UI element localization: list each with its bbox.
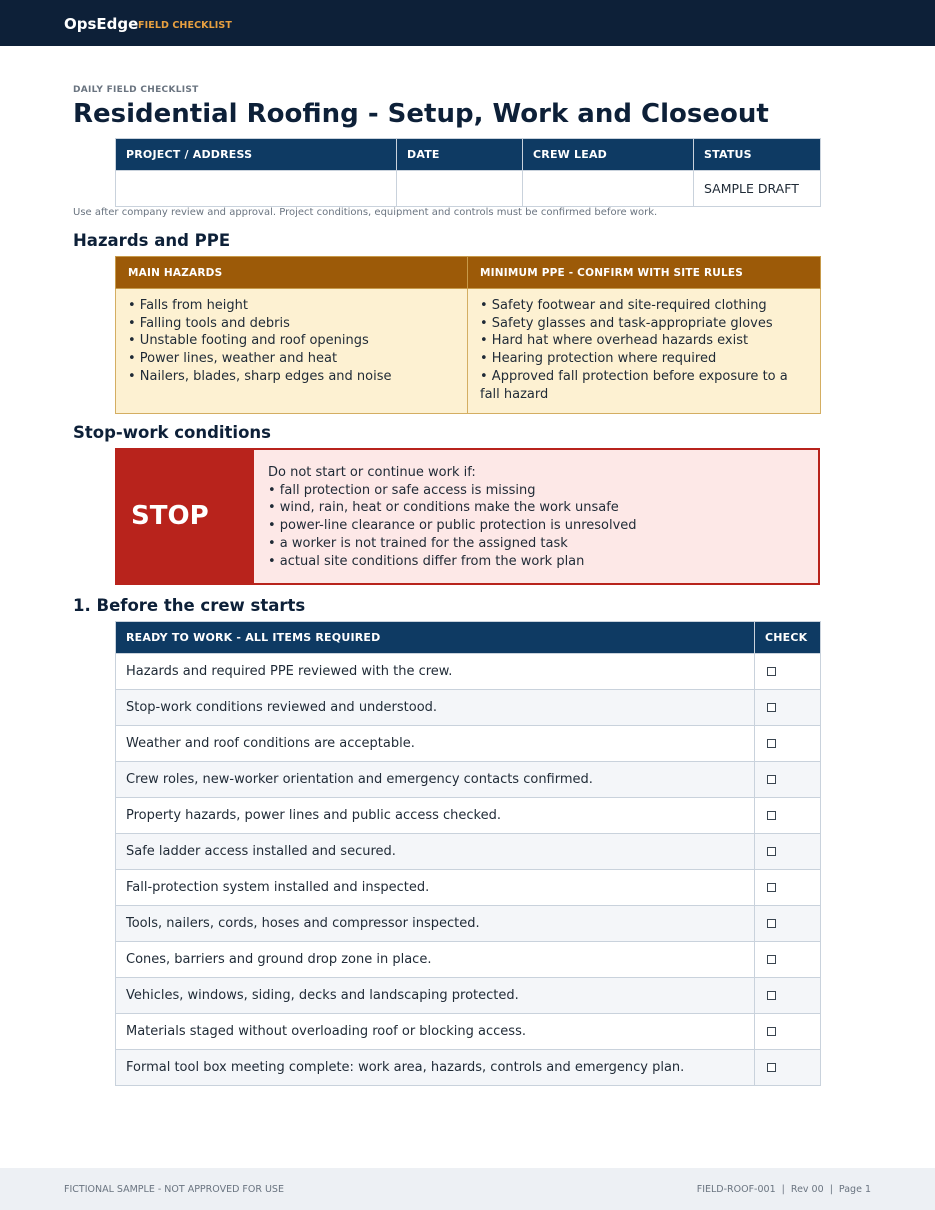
checkbox[interactable] [767,955,776,964]
checkbox[interactable] [767,703,776,712]
checkbox[interactable] [767,883,776,892]
checklist-check-cell[interactable] [755,690,821,726]
ppe-item: • Approved fall protection before exposure to a fall hazard [480,368,788,402]
brand-name: OpsEdge [64,15,139,33]
checklist-check-cell[interactable] [755,762,821,798]
before-crew-starts-heading: 1. Before the crew starts [73,596,306,615]
checkbox[interactable] [767,919,776,928]
hazard-item: • Nailers, blades, sharp edges and noise [128,368,392,384]
checkbox[interactable] [767,1063,776,1072]
hazards-ppe-content-row [116,289,821,414]
ppe-item: • Hard hat where overhead hazards exist [480,333,749,349]
table-row [116,690,821,726]
checklist-item-text: Tools, nailers, cords, hoses and compressor inspected. [116,906,755,942]
footer-disclaimer: FICTIONAL SAMPLE - NOT APPROVED FOR USE [64,1184,284,1195]
usage-note: Use after company review and approval. Project conditions, equipment and controls must be confirmed before work. [73,207,658,218]
checklist-item-text: Stop-work conditions reviewed and understood. [116,690,755,726]
page-footer [0,1168,935,1210]
hazard-item: • Power lines, weather and heat [128,351,338,367]
checklist-check-cell[interactable] [755,1050,821,1086]
checklist-item-text: Crew roles, new-worker orientation and emergency contacts confirmed. [116,762,755,798]
project-info-value-row [116,171,821,207]
stop-condition-item: • a worker is not trained for the assigned task [268,535,568,551]
project-info-header-row [116,139,821,171]
table-row [116,978,821,1014]
checkbox[interactable] [767,739,776,748]
hazard-item: • Falling tools and debris [128,315,290,331]
checklist-header-row [116,622,821,654]
hazards-cell [116,289,468,414]
crew-lead-field[interactable] [523,171,694,207]
table-row [116,726,821,762]
checklist-item-text: Formal tool box meeting complete: work area, hazards, controls and emergency plan. [116,1050,755,1086]
stop-conditions-text [268,464,637,570]
checklist-item-text: Cones, barriers and ground drop zone in place. [116,942,755,978]
checklist-check-cell[interactable] [755,1014,821,1050]
hazards-list [128,297,455,386]
stop-work-heading: Stop-work conditions [73,423,271,442]
stop-intro: Do not start or continue work if: [268,465,476,480]
stop-condition-item: • wind, rain, heat or conditions make the work unsafe [268,500,619,516]
hazard-item: • Falls from height [128,298,249,313]
checklist-item-header: READY TO WORK - ALL ITEMS REQUIRED [116,622,755,654]
checklist-item-text: Fall-protection system installed and inspected. [116,870,755,906]
brand-subtitle: FIELD CHECKLIST [138,20,232,31]
ppe-item: • Safety glasses and task-appropriate gloves [480,315,773,331]
footer-document-info: FIELD-ROOF-001 | Rev 00 | Page 1 [696,1184,871,1195]
checklist-item-text: Property hazards, power lines and public access checked. [116,798,755,834]
top-bar [0,0,935,46]
checklist-check-cell[interactable] [755,798,821,834]
checklist-item-text: Hazards and required PPE reviewed with the crew. [116,654,755,690]
hazards-ppe-table [115,256,821,414]
status-value: SAMPLE DRAFT [694,171,821,207]
checklist-item-text: Safe ladder access installed and secured. [116,834,755,870]
project-address-field[interactable] [116,171,397,207]
ppe-item: • Safety footwear and site-required clothing [480,298,767,313]
checklist-item-text: Weather and roof conditions are acceptable. [116,726,755,762]
hazards-ppe-header-row [116,257,821,289]
document-eyebrow: DAILY FIELD CHECKLIST [73,85,199,95]
checklist-check-cell[interactable] [755,834,821,870]
checklist-item-text: Materials staged without overloading roof or blocking access. [116,1014,755,1050]
checklist-check-cell[interactable] [755,942,821,978]
stop-label: STOP [117,450,254,583]
stop-condition-item: • fall protection or safe access is missing [268,482,536,498]
date-header: DATE [397,139,523,171]
stop-condition-item: • power-line clearance or public protection is unresolved [268,518,637,534]
date-field[interactable] [397,171,523,207]
table-row [116,942,821,978]
main-hazards-header: MAIN HAZARDS [116,257,468,289]
checklist-check-cell[interactable] [755,870,821,906]
checklist-check-header: CHECK [755,622,821,654]
table-row [116,1050,821,1086]
table-row [116,762,821,798]
checkbox[interactable] [767,667,776,676]
checkbox[interactable] [767,775,776,784]
crew-lead-header: CREW LEAD [523,139,694,171]
table-row [116,1014,821,1050]
page-title: Residential Roofing - Setup, Work and Closeout [73,99,769,129]
table-row [116,870,821,906]
ppe-item: • Hearing protection where required [480,351,717,367]
hazards-heading: Hazards and PPE [73,231,231,250]
checkbox[interactable] [767,1027,776,1036]
checkbox[interactable] [767,991,776,1000]
status-header: STATUS [694,139,821,171]
checklist-check-cell[interactable] [755,654,821,690]
checklist-check-cell[interactable] [755,978,821,1014]
checkbox[interactable] [767,847,776,856]
ppe-list [480,297,808,403]
table-row [116,834,821,870]
table-row [116,654,821,690]
checkbox[interactable] [767,811,776,820]
project-address-header: PROJECT / ADDRESS [116,139,397,171]
checklist-check-cell[interactable] [755,906,821,942]
project-info-table [115,138,821,207]
hazard-item: • Unstable footing and roof openings [128,333,369,349]
table-row [116,906,821,942]
checklist-item-text: Vehicles, windows, siding, decks and landscaping protected. [116,978,755,1014]
stop-condition-item: • actual site conditions differ from the work plan [268,553,585,569]
ppe-cell [468,289,821,414]
checklist-check-cell[interactable] [755,726,821,762]
table-row [116,798,821,834]
ready-to-work-checklist [115,621,821,1086]
stop-work-box [115,448,820,585]
minimum-ppe-header: MINIMUM PPE - CONFIRM WITH SITE RULES [468,257,821,289]
